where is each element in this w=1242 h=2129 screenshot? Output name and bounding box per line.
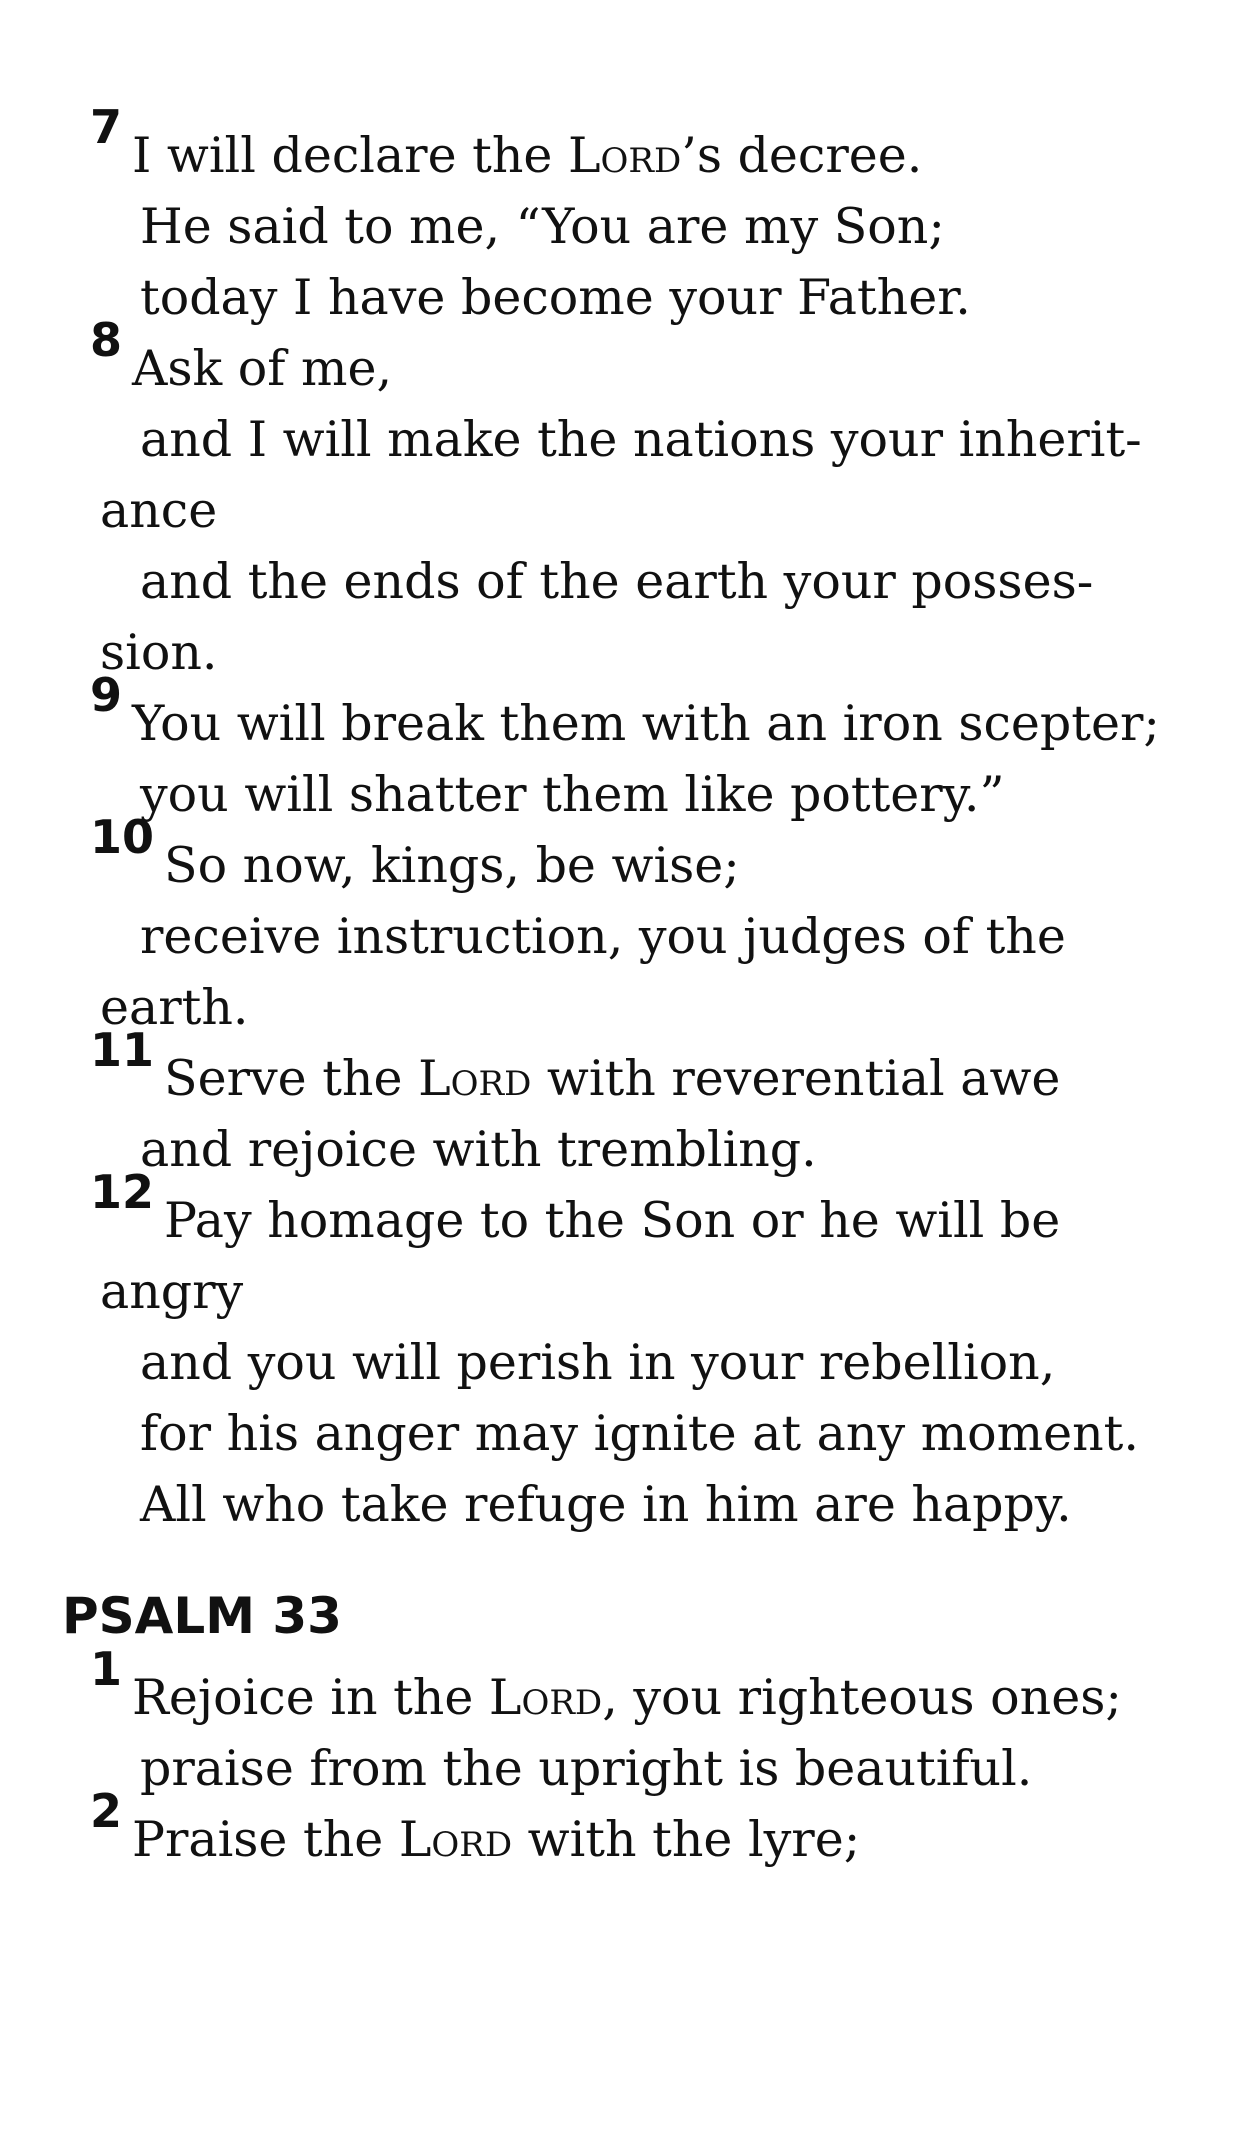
verse-number: 12 [90,1165,155,1219]
verse-line: Ask of me, [132,340,393,397]
verse-line: and rejoice with trembling. [140,1121,817,1178]
verse-9 [90,668,1190,830]
verse-12 [90,1165,1190,1540]
verse-line: ance [100,482,218,539]
verse-line: You will break them with an iron scepter; [132,695,1160,752]
verse-10 [90,810,1190,1043]
verse-line: sion. [100,624,218,681]
verse-line: earth. [100,979,249,1036]
verse-line: you will shatter them like pottery.” [140,766,1005,823]
verse-line: receive instruction, you judges of the [140,908,1066,965]
verse-11 [90,1023,1190,1185]
verse-line: Praise the Lord with the lyre; [132,1811,861,1868]
verse-line: Pay homage to the Son or he will be [164,1192,1061,1249]
verse-number: 10 [90,810,155,864]
verse-number: 11 [90,1023,155,1077]
verse-1 [90,1642,1190,1804]
verse-8 [90,313,1190,688]
verse-line: for his anger may ignite at any moment. [140,1405,1139,1462]
verse-line: So now, kings, be wise; [164,837,740,894]
verse-number: 2 [90,1784,123,1838]
verse-number: 1 [90,1642,123,1696]
divine-name: Lord [398,1811,513,1868]
verse-line: praise from the upright is beautiful. [140,1740,1033,1797]
verse-line: I will declare the Lord’s decree. [132,127,923,184]
verse-number: 9 [90,668,123,722]
divine-name: Lord [488,1669,603,1726]
verse-line: He said to me, “You are my Son; [140,198,945,255]
verse-number: 7 [90,100,123,154]
verse-line: All who take refuge in him are happy. [140,1476,1072,1533]
verse-line: and the ends of the earth your posses- [140,553,1094,610]
verse-line: today I have become your Father. [140,269,971,326]
verse-2 [90,1784,1190,1875]
verse-number: 8 [90,313,123,367]
verse-7 [90,100,1190,333]
verse-line: and you will perish in your rebellion, [140,1334,1056,1391]
scripture-page [0,100,1242,1875]
verse-line: Rejoice in the Lord, you righteous ones; [132,1669,1122,1726]
psalm-heading: PSALM 33 [62,1587,342,1645]
verse-line: angry [100,1263,244,1320]
divine-name: Lord [418,1050,532,1107]
verse-line: Serve the Lord with reverential awe [164,1050,1061,1107]
verse-line: and I will make the nations your inherit- [140,411,1142,468]
divine-name: Lord [567,127,682,184]
